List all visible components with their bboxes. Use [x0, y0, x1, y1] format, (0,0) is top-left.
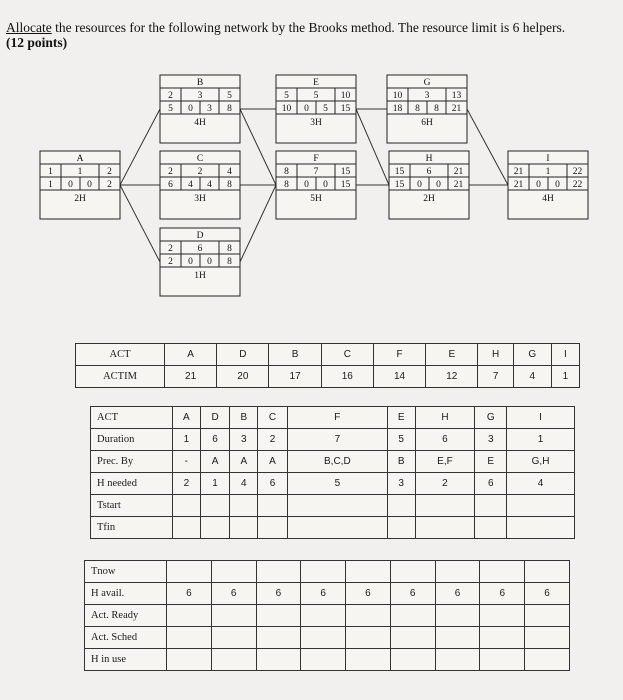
table-row — [85, 583, 570, 605]
node-resources: 1H — [194, 271, 206, 281]
node-total-float: 0 — [68, 180, 73, 190]
table-cell: E — [475, 451, 507, 473]
row-label: H in use — [85, 649, 167, 671]
table-cell: 7 — [287, 429, 387, 451]
node-total-float: 0 — [417, 180, 422, 190]
node-duration: 2 — [197, 167, 203, 177]
table-cell: 6 — [211, 583, 256, 605]
table-cell: 1 — [507, 429, 575, 451]
table-cell — [211, 561, 256, 583]
table-cell — [435, 649, 480, 671]
node-early-start: 2 — [168, 244, 173, 254]
table-cell — [507, 517, 575, 539]
table-cell — [258, 495, 288, 517]
table-cell: 4 — [230, 473, 258, 495]
table-cell — [390, 627, 435, 649]
node-duration: 6 — [197, 244, 203, 254]
row-label: Prec. By — [91, 451, 173, 473]
node-early-finish: 21 — [453, 167, 464, 177]
table-cell — [387, 495, 415, 517]
node-late-finish: 21 — [453, 180, 464, 190]
edge-A-B — [120, 109, 160, 185]
table-cell — [167, 627, 212, 649]
node-D — [160, 228, 240, 296]
edge-E-H — [356, 109, 389, 185]
table-cell — [301, 605, 346, 627]
node-late-start: 18 — [392, 104, 403, 114]
table-cell: A — [258, 451, 288, 473]
table-cell: 6 — [200, 429, 230, 451]
table-cell — [287, 517, 387, 539]
table-cell: 2 — [173, 473, 201, 495]
node-late-start: 6 — [168, 180, 173, 190]
table-cell: 6 — [525, 583, 570, 605]
table-cell: 6 — [390, 583, 435, 605]
table-cell: G — [513, 344, 551, 366]
table-cell: A — [165, 344, 217, 366]
table-cell: H — [415, 407, 475, 429]
row-label: Tstart — [91, 495, 173, 517]
table-cell: 16 — [321, 366, 373, 388]
table-row — [76, 366, 580, 388]
table-cell — [480, 561, 525, 583]
node-early-start: 2 — [168, 91, 173, 101]
table-cell — [415, 517, 475, 539]
table-cell — [480, 605, 525, 627]
table-cell: 6 — [256, 583, 301, 605]
node-free-float: 4 — [207, 180, 212, 190]
row-label: H avail. — [85, 583, 167, 605]
table-cell — [390, 561, 435, 583]
node-free-float: 0 — [555, 180, 560, 190]
table-cell: 1 — [200, 473, 230, 495]
row-label: Act. Sched — [85, 627, 167, 649]
table-cell — [211, 649, 256, 671]
row-label: Tnow — [85, 561, 167, 583]
table-cell: 4 — [513, 366, 551, 388]
table-cell — [525, 561, 570, 583]
table-cell: 4 — [507, 473, 575, 495]
node-early-start: 15 — [394, 167, 405, 177]
node-id: B — [196, 78, 204, 88]
row-label: Duration — [91, 429, 173, 451]
table-cell — [200, 517, 230, 539]
table-cell — [415, 495, 475, 517]
node-total-float: 0 — [304, 180, 309, 190]
table-cell: 1 — [551, 366, 579, 388]
table-cell: 17 — [269, 366, 321, 388]
node-I — [508, 151, 588, 219]
table-row — [91, 517, 575, 539]
title-underlined-word: Allocate — [6, 20, 52, 35]
node-id: A — [76, 154, 84, 164]
table-cell: - — [173, 451, 201, 473]
node-duration: 7 — [313, 167, 319, 177]
table-cell — [475, 517, 507, 539]
table-cell: A — [173, 407, 201, 429]
table-cell — [346, 627, 391, 649]
node-G — [387, 75, 467, 143]
actim-table-body — [76, 344, 580, 388]
table-cell: E — [426, 344, 478, 366]
table-cell — [480, 627, 525, 649]
table-row — [85, 605, 570, 627]
table-cell — [346, 649, 391, 671]
allocation-table — [84, 560, 570, 671]
table-cell — [507, 495, 575, 517]
table-cell — [256, 627, 301, 649]
node-B — [160, 75, 240, 143]
table-cell — [256, 605, 301, 627]
table-cell: H — [478, 344, 513, 366]
node-id: E — [313, 78, 319, 88]
table-cell — [167, 605, 212, 627]
table-cell: 7 — [478, 366, 513, 388]
node-duration: 3 — [424, 91, 430, 101]
node-late-start: 2 — [168, 257, 173, 267]
node-late-finish: 8 — [227, 180, 232, 190]
table-cell: E — [387, 407, 415, 429]
table-cell: 12 — [426, 366, 478, 388]
node-resources: 6H — [421, 118, 433, 128]
node-early-finish: 8 — [227, 244, 232, 254]
table-cell: 3 — [387, 473, 415, 495]
row-label: H needed — [91, 473, 173, 495]
table-row — [91, 451, 575, 473]
table-cell: B,C,D — [287, 451, 387, 473]
table-cell — [475, 495, 507, 517]
node-duration: 6 — [426, 167, 432, 177]
table-cell — [256, 561, 301, 583]
node-late-start: 10 — [281, 104, 292, 114]
table-cell — [301, 561, 346, 583]
node-resources: 2H — [423, 194, 435, 204]
node-late-start: 5 — [168, 104, 173, 114]
table-cell — [301, 649, 346, 671]
table-cell: 2 — [415, 473, 475, 495]
node-late-finish: 15 — [340, 104, 351, 114]
edge-B-F — [240, 109, 276, 185]
table-cell: I — [507, 407, 575, 429]
node-total-float: 4 — [188, 180, 193, 190]
table-cell — [211, 605, 256, 627]
node-duration: 1 — [545, 167, 551, 177]
table-cell: 6 — [475, 473, 507, 495]
schedule-table-body — [91, 407, 575, 539]
node-duration: 5 — [313, 91, 319, 101]
table-cell: 20 — [217, 366, 269, 388]
node-id: C — [196, 154, 204, 164]
edge-G-I — [467, 109, 508, 185]
node-duration: 3 — [197, 91, 203, 101]
node-late-start: 15 — [394, 180, 405, 190]
node-id: F — [313, 154, 319, 164]
table-cell — [390, 649, 435, 671]
table-cell: F — [373, 344, 425, 366]
node-free-float: 0 — [207, 257, 212, 267]
table-cell: 5 — [287, 473, 387, 495]
node-resources: 4H — [194, 118, 206, 128]
node-early-start: 1 — [48, 167, 53, 177]
table-cell: C — [321, 344, 373, 366]
table-cell — [435, 561, 480, 583]
node-free-float: 0 — [436, 180, 441, 190]
edge-A-D — [120, 185, 160, 262]
table-cell: 14 — [373, 366, 425, 388]
actim-table — [75, 343, 580, 388]
row-label: ACT — [91, 407, 173, 429]
node-duration: 1 — [77, 167, 83, 177]
node-C — [160, 151, 240, 219]
node-H — [389, 151, 469, 219]
node-early-start: 21 — [513, 167, 524, 177]
table-cell: 3 — [230, 429, 258, 451]
table-cell: I — [551, 344, 579, 366]
table-row — [85, 649, 570, 671]
table-cell — [301, 627, 346, 649]
table-cell: 6 — [435, 583, 480, 605]
node-late-finish: 8 — [227, 104, 232, 114]
table-row — [91, 495, 575, 517]
node-late-start: 1 — [48, 180, 53, 190]
table-row — [91, 473, 575, 495]
node-total-float: 8 — [415, 104, 420, 114]
table-cell: B — [230, 407, 258, 429]
table-row — [91, 429, 575, 451]
table-cell — [200, 495, 230, 517]
node-early-finish: 4 — [227, 167, 232, 177]
table-cell: 6 — [480, 583, 525, 605]
node-late-finish: 2 — [107, 180, 112, 190]
node-late-finish: 8 — [227, 257, 232, 267]
table-cell: 2 — [258, 429, 288, 451]
table-cell: C — [258, 407, 288, 429]
table-cell — [287, 495, 387, 517]
table-cell — [525, 605, 570, 627]
table-cell — [435, 627, 480, 649]
table-row — [76, 344, 580, 366]
node-resources: 3H — [310, 118, 322, 128]
table-cell: D — [217, 344, 269, 366]
node-early-finish: 10 — [340, 91, 351, 101]
node-early-start: 10 — [392, 91, 403, 101]
table-cell: A — [230, 451, 258, 473]
node-id: I — [546, 154, 550, 164]
table-cell: E,F — [415, 451, 475, 473]
row-label: Act. Ready — [85, 605, 167, 627]
table-cell: B — [269, 344, 321, 366]
node-early-start: 8 — [284, 167, 289, 177]
node-late-start: 8 — [284, 180, 289, 190]
table-cell — [346, 561, 391, 583]
schedule-table — [90, 406, 575, 539]
node-late-finish: 22 — [572, 180, 583, 190]
table-cell — [230, 495, 258, 517]
node-free-float: 8 — [434, 104, 439, 114]
title-text: the resources for the following network by the Brooks method. The resource limit is 6 helpers. — [51, 20, 566, 35]
node-free-float: 5 — [323, 104, 328, 114]
node-free-float: 0 — [87, 180, 92, 190]
table-cell: G,H — [507, 451, 575, 473]
node-early-finish: 2 — [107, 167, 112, 177]
node-E — [276, 75, 356, 143]
row-label: ACT — [76, 344, 165, 366]
table-cell: 21 — [165, 366, 217, 388]
node-early-start: 2 — [168, 167, 173, 177]
table-cell — [435, 605, 480, 627]
node-id: G — [423, 78, 431, 88]
node-free-float: 0 — [323, 180, 328, 190]
node-resources: 5H — [310, 194, 322, 204]
node-late-finish: 21 — [451, 104, 462, 114]
allocation-table-body — [85, 561, 570, 671]
table-cell — [230, 517, 258, 539]
table-cell: 6 — [258, 473, 288, 495]
table-cell — [167, 561, 212, 583]
node-early-finish: 15 — [340, 167, 351, 177]
table-cell: 1 — [173, 429, 201, 451]
table-cell — [525, 627, 570, 649]
table-cell: F — [287, 407, 387, 429]
table-cell — [173, 517, 201, 539]
node-late-start: 21 — [513, 180, 524, 190]
node-early-finish: 5 — [227, 91, 232, 101]
node-id: D — [196, 231, 204, 241]
node-resources: 2H — [74, 194, 86, 204]
table-cell — [387, 517, 415, 539]
table-cell — [390, 605, 435, 627]
table-cell: B — [387, 451, 415, 473]
node-free-float: 3 — [207, 104, 212, 114]
table-cell: 6 — [346, 583, 391, 605]
table-cell: 5 — [387, 429, 415, 451]
table-cell — [211, 627, 256, 649]
node-total-float: 0 — [188, 104, 193, 114]
node-early-finish: 13 — [451, 91, 462, 101]
table-cell: 6 — [415, 429, 475, 451]
points-label: (12 points) — [6, 35, 68, 50]
node-resources: 4H — [542, 194, 554, 204]
node-total-float: 0 — [188, 257, 193, 267]
row-label: ACTIM — [76, 366, 165, 388]
table-row — [91, 407, 575, 429]
node-resources: 3H — [194, 194, 206, 204]
node-early-start: 5 — [284, 91, 289, 101]
node-A — [40, 151, 120, 219]
node-early-finish: 22 — [572, 167, 583, 177]
table-cell: 3 — [475, 429, 507, 451]
table-cell — [256, 649, 301, 671]
node-F — [276, 151, 356, 219]
table-cell — [480, 649, 525, 671]
table-cell — [173, 495, 201, 517]
node-total-float: 0 — [304, 104, 309, 114]
edge-D-F — [240, 185, 276, 262]
table-cell: 6 — [167, 583, 212, 605]
table-cell: D — [200, 407, 230, 429]
row-label: Tfin — [91, 517, 173, 539]
table-row — [85, 561, 570, 583]
node-total-float: 0 — [536, 180, 541, 190]
table-cell — [346, 605, 391, 627]
table-cell — [258, 517, 288, 539]
table-cell — [167, 649, 212, 671]
node-late-finish: 15 — [340, 180, 351, 190]
node-id: H — [425, 154, 433, 164]
table-cell: 6 — [301, 583, 346, 605]
table-cell: G — [475, 407, 507, 429]
table-row — [85, 627, 570, 649]
table-cell — [525, 649, 570, 671]
table-cell: A — [200, 451, 230, 473]
